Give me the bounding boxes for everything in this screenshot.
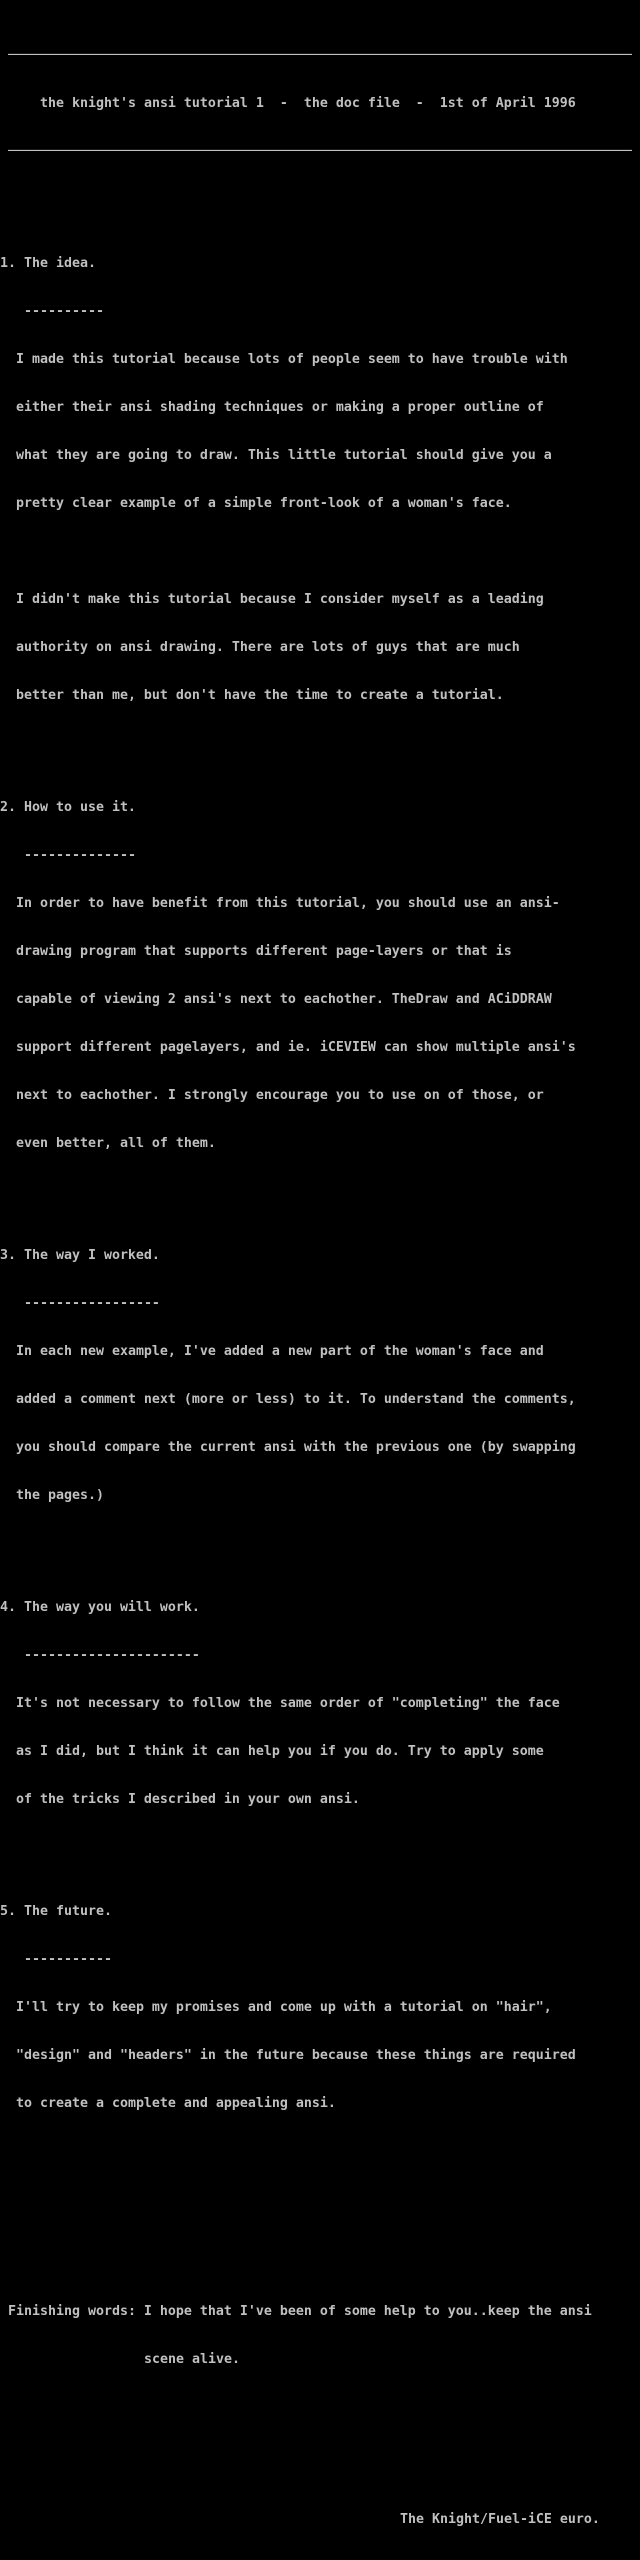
section-3-heading: 3. The way I worked. xyxy=(0,1248,160,1263)
paragraph-line: It's not necessary to follow the same order of "completing" the face xyxy=(16,1696,560,1711)
header-rule-bottom: ────────────────────────────────────────────────────────────────────────────── xyxy=(8,144,632,159)
paragraph-line: the pages.) xyxy=(16,1488,104,1503)
paragraph-line: "design" and "headers" in the future because these things are required xyxy=(16,2048,576,2063)
spacer-row xyxy=(0,192,640,208)
paragraph-line: of the tricks I described in your own ansi. xyxy=(16,1792,360,1807)
paragraph-line: added a comment next (more or less) to it. To understand the comments, xyxy=(16,1392,576,1407)
paragraph-line: I'll try to keep my promises and come up with a tutorial on "hair", xyxy=(16,2000,552,2015)
spacer-row xyxy=(0,2192,640,2208)
spacer-row xyxy=(0,1536,640,1552)
paragraph-line: pretty clear example of a simple front-look of a woman's face. xyxy=(16,496,512,511)
paragraph-line: even better, all of them. xyxy=(16,1136,216,1151)
document-title: the knight's ansi tutorial 1 - the doc file - 1st of April 1996 xyxy=(40,96,576,111)
paragraph-line: In each new example, I've added a new part of the woman's face and xyxy=(16,1344,544,1359)
section-1-heading: 1. The idea. xyxy=(0,256,96,271)
paragraph-line: next to eachother. I strongly encourage you to use on of those, or xyxy=(16,1088,544,1103)
spacer-row xyxy=(0,2400,640,2416)
paragraph-line: support different pagelayers, and ie. iCEVIEW can show multiple ansi's xyxy=(16,1040,576,1055)
paragraph-line: better than me, but don't have the time to create a tutorial. xyxy=(16,688,504,703)
paragraph-line: authority on ansi drawing. There are lots of guys that are much xyxy=(16,640,520,655)
spacer-row xyxy=(0,544,640,560)
spacer-row xyxy=(0,1184,640,1200)
section-5-heading: 5. The future. xyxy=(0,1904,112,1919)
section-4-underline: ---------------------- xyxy=(24,1648,200,1663)
paragraph-line: In order to have benefit from this tutorial, you should use an ansi- xyxy=(16,896,560,911)
paragraph-line: to create a complete and appealing ansi. xyxy=(16,2096,336,2111)
paragraph-line: capable of viewing 2 ansi's next to eachother. TheDraw and ACiDDRAW xyxy=(16,992,552,1007)
paragraph-line: I made this tutorial because lots of people seem to have trouble with xyxy=(16,352,568,367)
spacer-row xyxy=(0,2448,640,2464)
paragraph-line: as I did, but I think it can help you if you do. Try to apply some xyxy=(16,1744,544,1759)
section-2-underline: -------------- xyxy=(24,848,136,863)
paragraph-line: I didn't make this tutorial because I consider myself as a leading xyxy=(16,592,544,607)
paragraph-line: you should compare the current ansi with the previous one (by swapping xyxy=(16,1440,576,1455)
section-4-heading: 4. The way you will work. xyxy=(0,1600,200,1615)
paragraph-line: drawing program that supports different page-layers or that is xyxy=(16,944,512,959)
finishing-words-line-2: scene alive. xyxy=(144,2352,240,2367)
paragraph-line: either their ansi shading techniques or making a proper outline of xyxy=(16,400,544,415)
section-3-underline: ----------------- xyxy=(24,1296,160,1311)
header-rule-top: ────────────────────────────────────────────────────────────────────────────── xyxy=(8,48,632,63)
section-2-heading: 2. How to use it. xyxy=(0,800,136,815)
spacer-row xyxy=(0,2144,640,2160)
section-5-underline: ----------- xyxy=(24,1952,112,1967)
spacer-row xyxy=(0,1840,640,1856)
author-signature: The Knight/Fuel-iCE euro. xyxy=(400,2512,600,2527)
section-1-underline: ---------- xyxy=(24,304,104,319)
paragraph-line: what they are going to draw. This little tutorial should give you a xyxy=(16,448,552,463)
spacer-row xyxy=(0,2240,640,2256)
spacer-row xyxy=(0,736,640,752)
finishing-words-line-1: Finishing words: I hope that I've been of some help to you..keep the ansi xyxy=(8,2304,592,2319)
